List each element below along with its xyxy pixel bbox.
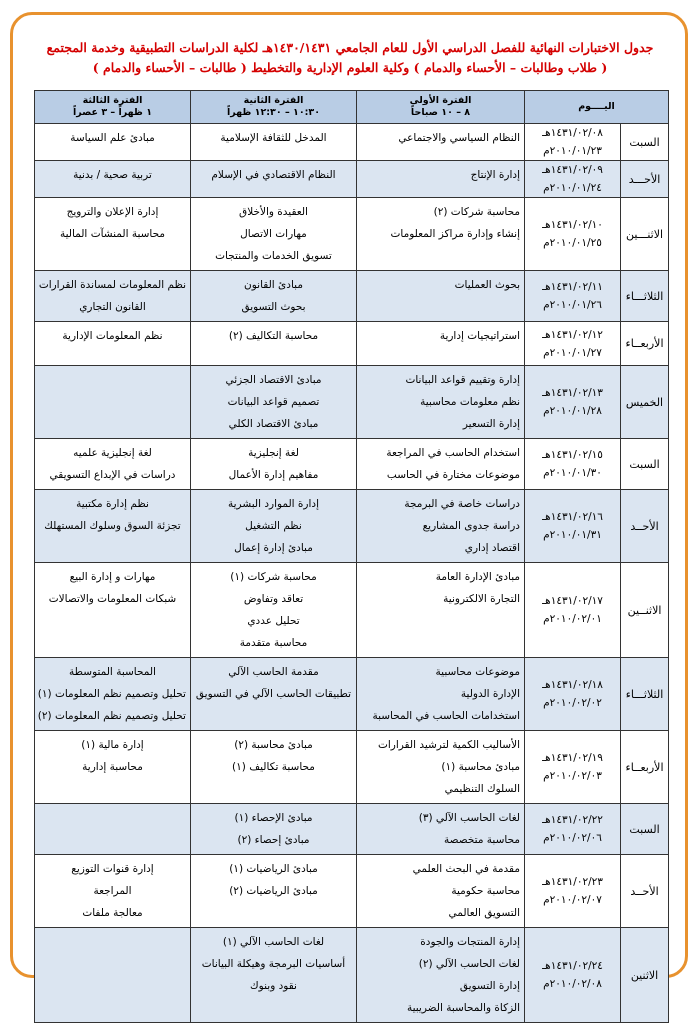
course-name: محاسبة حكومية: [451, 885, 520, 897]
table-body: [35, 124, 669, 1023]
course-name: التسويق العالمي: [448, 907, 520, 919]
period-2-cell: [191, 563, 357, 658]
document-title: [18, 38, 682, 78]
course-name: العقيدة والأخلاق: [239, 206, 308, 218]
course-name: محاسبة التكاليف (٢): [228, 330, 319, 342]
header-day: اليــــوم: [525, 91, 669, 124]
course-name: تعاقد وتفاوض: [243, 593, 304, 605]
gregorian-date: ٢٠١٠/٠٢/٠٦م: [543, 832, 602, 844]
course-name: محاسبة متخصصة: [444, 834, 520, 846]
course-name: مبادئ الإدارة العامة: [435, 571, 520, 583]
table-row: [35, 658, 669, 731]
date-cell: [525, 563, 621, 658]
course-name: لغات الحاسب الآلي (٢): [418, 958, 520, 970]
period-1-cell: [357, 366, 525, 439]
day-cell: الأحـــد: [621, 161, 669, 198]
gregorian-date: ٢٠١٠/٠١/٢٣م: [543, 145, 602, 157]
course-name: شبكات المعلومات والاتصالات: [48, 593, 177, 605]
course-name: محاسبة متقدمة: [239, 637, 308, 649]
period-2-cell: [191, 731, 357, 804]
gregorian-date: ٢٠١٠/٠١/٢٧م: [543, 346, 602, 359]
table-row: [35, 161, 669, 198]
course-name: مبادئ الاقتصاد الجزئي: [225, 374, 322, 386]
table-row: [35, 322, 669, 366]
course-name: محاسبة إدارية: [82, 761, 143, 773]
header-period-2-name: الفترة الثانية: [243, 95, 304, 106]
hijri-date: ١٤٣١/٠٢/١١هـ: [542, 281, 603, 293]
date-cell: [525, 490, 621, 563]
period-3-cell: [35, 366, 191, 439]
header-period-2-time: ١٠:٣٠ – ١٢:٣٠ ظهراً: [226, 107, 321, 118]
hijri-date: ١٤٣١/٠٢/١٥هـ: [542, 449, 603, 461]
course-name: مبادئ الرياضيات (١): [229, 863, 318, 875]
course-name: القانون التجاري: [79, 301, 146, 313]
course-name: المدخل للثقافة الإسلامية: [220, 132, 327, 144]
day-cell: السبت: [621, 439, 669, 490]
exam-schedule-table: [34, 90, 669, 1023]
date-cell: [525, 271, 621, 322]
period-1-cell: [357, 322, 525, 366]
course-name: بحوث العمليات: [454, 279, 520, 291]
course-name: محاسبة شركات (٢): [433, 206, 520, 218]
course-name: تجزئة السوق وسلوك المستهلك: [44, 520, 181, 532]
course-name: إدارة مالية (١): [81, 739, 144, 751]
course-name: مبادئ الاقتصاد الكلي: [228, 418, 319, 430]
course-name: مبادئ القانون: [244, 279, 303, 291]
table-row: [35, 271, 669, 322]
day-cell: الاثنـــين: [621, 198, 669, 271]
gregorian-date: ٢٠١٠/٠١/٣١م: [543, 529, 602, 541]
period-3-cell: [35, 855, 191, 928]
day-cell: السبت: [621, 124, 669, 161]
course-name: إدارة الإنتاج: [470, 169, 520, 181]
period-1-cell: [357, 563, 525, 658]
course-name: مهارات الاتصال: [240, 228, 307, 240]
table-row: [35, 928, 669, 1023]
title-line-1: جدول الاختبارات النهائية للفصل الدراسي الأول للعام الجامعي ١٤٣٠/١٤٣١هـ لكلية الدراسات التطبيقية وخدمة المجتمع: [46, 40, 654, 55]
course-name: إنشاء وإدارة مراكز المعلومات: [390, 228, 520, 240]
hijri-date: ١٤٣١/٠٢/٢٤هـ: [542, 960, 603, 972]
date-cell: [525, 731, 621, 804]
course-name: مبادئ الرياضيات (٢): [229, 885, 318, 897]
course-name: لغات الحاسب الآلي (١): [222, 936, 325, 948]
table-row: [35, 804, 669, 855]
course-name: الزكاة والمحاسبة الضريبية: [406, 1002, 520, 1014]
course-name: موضوعات مختارة في الحاسب: [386, 469, 520, 481]
date-cell: [525, 124, 621, 161]
course-name: الإدارة الدولية: [460, 688, 520, 700]
period-3-cell: [35, 439, 191, 490]
table-row: [35, 490, 669, 563]
course-name: مقدمة في البحث العلمي: [412, 863, 520, 875]
period-3-cell: [35, 198, 191, 271]
course-name: نظم إدارة مكتبية: [76, 498, 149, 510]
course-name: إدارة التسويق: [459, 980, 520, 992]
header-period-1-time: ٨ – ١٠ صباحاً: [410, 107, 471, 118]
course-name: تسويق الخدمات والمنتجات: [215, 250, 332, 262]
period-2-cell: [191, 490, 357, 563]
course-name: بحوث التسويق: [241, 301, 306, 313]
header-period-2: [191, 91, 357, 124]
period-1-cell: [357, 161, 525, 198]
period-3-cell: [35, 731, 191, 804]
course-name: لغات الحاسب الآلي (٣): [418, 812, 520, 824]
table-row: [35, 366, 669, 439]
course-name: مهارات و إدارة البيع: [69, 571, 156, 583]
course-name: مبادئ الإحصاء (١): [234, 812, 313, 824]
course-name: تصميم قواعد البيانات: [227, 396, 320, 408]
day-cell: الأحــد: [621, 490, 669, 563]
course-name: دراسات خاصة في البرمجة: [404, 498, 520, 510]
course-name: استراتيجيات إدارية: [439, 330, 520, 342]
course-name: محاسبة تكاليف (١): [232, 761, 315, 773]
day-cell: الثلاثـــاء: [621, 271, 669, 322]
day-cell: الاثنين: [621, 928, 669, 1023]
gregorian-date: ٢٠١٠/٠٢/٠٣م: [543, 770, 602, 782]
course-name: موضوعات محاسبية: [435, 666, 520, 678]
hijri-date: ١٤٣١/٠٢/١٦هـ: [542, 511, 603, 523]
course-name: مبادئ محاسبة (١): [441, 761, 520, 773]
period-2-cell: [191, 271, 357, 322]
date-cell: [525, 804, 621, 855]
period-3-cell: [35, 658, 191, 731]
period-2-cell: [191, 161, 357, 198]
course-name: نظم المعلومات لمساندة القرارات: [38, 279, 186, 291]
title-line-2: ( طلاب وطالبات – الأحساء والدمام ) وكلية العلوم الإدارية والتخطيط ( طالبات – الأحساء والدمام ): [92, 60, 608, 75]
course-name: محاسبة المنشآت المالية: [59, 228, 166, 240]
table-row: [35, 563, 669, 658]
hijri-date: ١٤٣١/٠٢/٠٨هـ: [542, 127, 603, 139]
hijri-date: ١٤٣١/٠٢/١٠هـ: [542, 219, 603, 231]
day-cell: الثلاثـــاء: [621, 658, 669, 731]
period-3-cell: [35, 804, 191, 855]
course-name: اقتصاد إداري: [464, 542, 520, 554]
course-name: نظم التشغيل: [245, 520, 302, 532]
course-name: مبادئ محاسبة (٢): [234, 739, 313, 751]
period-1-cell: [357, 439, 525, 490]
table-row: [35, 198, 669, 271]
course-name: مبادئ علم السياسة: [70, 132, 155, 144]
table-header-row: [35, 91, 669, 124]
period-1-cell: [357, 198, 525, 271]
gregorian-date: ٢٠١٠/٠١/٢٥م: [543, 237, 602, 249]
period-2-cell: [191, 124, 357, 161]
course-name: استخدامات الحاسب في المحاسبة: [372, 710, 520, 722]
date-cell: [525, 439, 621, 490]
course-name: الأساليب الكمية لترشيد القرارات: [377, 739, 520, 751]
course-name: التجارة الالكترونية: [443, 593, 520, 605]
period-2-cell: [191, 198, 357, 271]
course-name: تربية صحية / بدنية: [73, 169, 152, 181]
period-1-cell: [357, 658, 525, 731]
gregorian-date: ٢٠١٠/٠١/٢٦م: [543, 299, 602, 311]
period-2-cell: [191, 928, 357, 1023]
course-name: إدارة الموارد البشرية: [227, 498, 320, 510]
period-1-cell: [357, 804, 525, 855]
course-name: مفاهيم إدارة الأعمال: [228, 469, 319, 481]
gregorian-date: ٢٠١٠/٠١/٣٠م: [543, 467, 602, 479]
course-name: إدارة التسعير: [462, 418, 520, 430]
hijri-date: ١٤٣١/٠٢/١٧هـ: [542, 595, 603, 607]
table-row: [35, 855, 669, 928]
course-name: تحليل وتصميم نظم المعلومات (١): [37, 688, 186, 700]
date-cell: [525, 366, 621, 439]
course-name: النظام الاقتصادي في الإسلام: [211, 169, 336, 181]
course-name: إدارة قنوات التوزيع: [71, 863, 154, 875]
period-1-cell: [357, 928, 525, 1023]
gregorian-date: ٢٠١٠/٠٢/٠٢م: [543, 697, 602, 709]
table-row: [35, 439, 669, 490]
course-name: مبادئ إحصاء (٢): [237, 834, 310, 846]
date-cell: [525, 658, 621, 731]
hijri-date: ١٤٣١/٠٢/١٢هـ: [542, 328, 603, 341]
course-name: تطبيقات الحاسب الآلي في التسويق: [195, 688, 352, 700]
header-period-3-time: ١ ظهراً – ٣ عصراً: [72, 107, 152, 118]
table-row: [35, 124, 669, 161]
header-period-1-name: الفترة الأولى: [409, 95, 472, 106]
period-1-cell: [357, 731, 525, 804]
gregorian-date: ٢٠١٠/٠٢/٠٧م: [543, 894, 602, 906]
hijri-date: ١٤٣١/٠٢/١٣هـ: [542, 387, 603, 399]
course-name: نقود وبنوك: [250, 980, 297, 992]
period-3-cell: [35, 161, 191, 198]
gregorian-date: ٢٠١٠/٠٢/٠١م: [543, 613, 602, 625]
period-3-cell: [35, 124, 191, 161]
course-name: تحليل وتصميم نظم المعلومات (٢): [37, 710, 186, 722]
date-cell: [525, 198, 621, 271]
period-3-cell: [35, 928, 191, 1023]
course-name: لغة إنجليزية علميه: [73, 447, 152, 459]
day-cell: الاثنــين: [621, 563, 669, 658]
date-cell: [525, 855, 621, 928]
course-name: نظم المعلومات الإدارية: [62, 330, 163, 342]
course-name: السلوك التنظيمي: [444, 783, 520, 795]
hijri-date: ١٤٣١/٠٢/٢٢هـ: [542, 814, 603, 826]
hijri-date: ١٤٣١/٠٢/٠٩هـ: [542, 164, 603, 176]
course-name: إدارة الإعلان والترويج: [66, 206, 159, 218]
period-2-cell: [191, 366, 357, 439]
course-name: دراسة جدوى المشاريع: [422, 520, 520, 532]
course-name: تحليل عددي: [247, 615, 300, 627]
course-name: المراجعة: [93, 885, 132, 897]
period-3-cell: [35, 490, 191, 563]
course-name: دراسات في الإبداع التسويقي: [49, 469, 176, 481]
period-3-cell: [35, 563, 191, 658]
date-cell: [525, 928, 621, 1023]
hijri-date: ١٤٣١/٠٢/١٨هـ: [542, 679, 603, 691]
course-name: إدارة المنتجات والجودة: [420, 936, 520, 948]
period-1-cell: [357, 124, 525, 161]
period-3-cell: [35, 271, 191, 322]
course-name: مقدمة الحاسب الآلي: [228, 666, 319, 678]
table-row: [35, 731, 669, 804]
header-period-3: [35, 91, 191, 124]
period-2-cell: [191, 322, 357, 366]
period-2-cell: [191, 439, 357, 490]
course-name: معالجة ملفات: [82, 907, 143, 919]
gregorian-date: ٢٠١٠/٠٢/٠٨م: [543, 978, 602, 990]
course-name: المحاسبة المتوسطة: [69, 666, 156, 678]
date-cell: [525, 161, 621, 198]
day-cell: الخميس: [621, 366, 669, 439]
header-period-3-name: الفترة الثالثة: [82, 95, 143, 106]
course-name: مبادئ إدارة إعمال: [234, 542, 313, 554]
day-cell: الأربعــاء: [621, 731, 669, 804]
course-name: محاسبة شركات (١): [230, 571, 317, 583]
course-name: النظام السياسي والاجتماعي: [398, 132, 520, 144]
hijri-date: ١٤٣١/٠٢/٢٣هـ: [542, 876, 603, 888]
period-1-cell: [357, 271, 525, 322]
hijri-date: ١٤٣١/٠٢/١٩هـ: [542, 752, 603, 764]
course-name: لغة إنجليزية: [248, 447, 299, 459]
period-3-cell: [35, 322, 191, 366]
gregorian-date: ٢٠١٠/٠١/٢٤م: [543, 182, 602, 194]
day-cell: الأحــد: [621, 855, 669, 928]
course-name: أساسيات البرمجة وهيكلة البيانات: [201, 958, 346, 970]
course-name: استخدام الحاسب في المراجعة: [386, 447, 520, 459]
period-2-cell: [191, 855, 357, 928]
course-name: إدارة وتقييم قواعد البيانات: [405, 374, 520, 386]
day-cell: السبت: [621, 804, 669, 855]
period-1-cell: [357, 490, 525, 563]
period-2-cell: [191, 658, 357, 731]
period-1-cell: [357, 855, 525, 928]
header-period-1: [357, 91, 525, 124]
gregorian-date: ٢٠١٠/٠١/٢٨م: [543, 405, 602, 417]
period-2-cell: [191, 804, 357, 855]
date-cell: [525, 322, 621, 366]
day-cell: الأربعــاء: [621, 322, 669, 366]
course-name: نظم معلومات محاسبية: [420, 396, 520, 408]
